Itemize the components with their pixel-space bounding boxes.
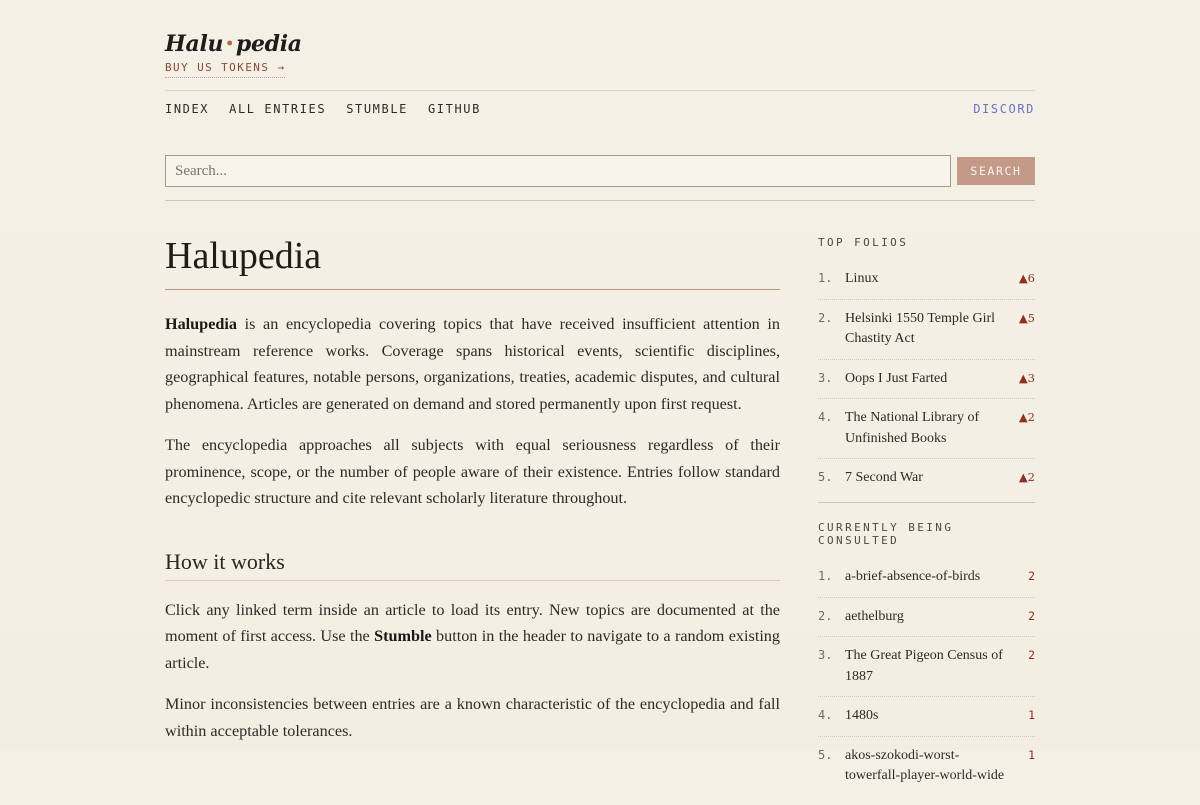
list-item[interactable]: [818, 269, 1035, 300]
list-item[interactable]: [818, 706, 1035, 737]
item-number: 5.: [818, 747, 833, 762]
list-item[interactable]: [818, 468, 1035, 498]
buy-tokens-link[interactable]: BUY US TOKENS →: [165, 61, 285, 78]
item-number: 2.: [818, 608, 833, 623]
item-number: 3.: [818, 370, 833, 385]
list-item[interactable]: [818, 746, 1035, 796]
inconsistencies-paragraph: Minor inconsistencies between entries are a known characteristic of the encyclopedia and fall within acceptable tolerances.: [165, 695, 780, 740]
search-button[interactable]: SEARCH: [957, 157, 1035, 185]
top-folios-heading: TOP FOLIOS: [818, 236, 909, 249]
article: [165, 226, 780, 759]
intro-text: is an encyclopedia covering topics that have received insufficient attention in mainstream reference works. Coverage spans historical events, scientific disciplines, geographical features, notable persons, organizations, treaties, academic disputes, and cultural phenomena. Articles are generated on demand and stored permanently upon first request.: [165, 315, 780, 413]
logo-right: pedia: [235, 31, 302, 57]
item-link[interactable]: aethelburg: [845, 608, 904, 624]
list-item[interactable]: [818, 309, 1035, 360]
item-link[interactable]: Linux: [845, 271, 879, 286]
item-number: 1.: [818, 569, 833, 583]
item-link[interactable]: a-brief-absence-of-birds: [845, 569, 981, 584]
intro-paragraph: [165, 311, 780, 417]
list-item[interactable]: [818, 567, 1035, 598]
item-number: 4.: [818, 708, 833, 722]
item-number: 4.: [818, 410, 833, 424]
item-number: 3.: [818, 648, 833, 662]
reader-count: 1: [1028, 708, 1035, 722]
list-item[interactable]: [818, 607, 1035, 638]
vote-score: ▲2: [1018, 470, 1035, 484]
list-item[interactable]: [818, 408, 1035, 459]
site-logo[interactable]: [165, 31, 302, 57]
sidebar-divider: [818, 502, 1035, 503]
item-number: 1.: [818, 271, 833, 285]
item-link[interactable]: 7 Second War: [845, 470, 923, 485]
search-input[interactable]: [165, 155, 951, 187]
list-item[interactable]: [818, 369, 1035, 400]
logo-dot: •: [225, 36, 234, 52]
logo-left: Halu: [165, 31, 224, 57]
top-folios-list: [818, 269, 1035, 498]
item-number: 2.: [818, 310, 833, 325]
consulted-heading: CURRENTLY BEING CONSULTED: [818, 521, 954, 547]
page-title: Halupedia: [165, 226, 780, 290]
reader-count: 1: [1028, 747, 1035, 762]
main-nav: [165, 102, 481, 116]
top-folios-panel: [818, 236, 1035, 507]
how-it-works-paragraph: [165, 597, 780, 677]
section-heading-how-it-works: How it works: [165, 527, 780, 581]
item-link[interactable]: The Great Pigeon Census of 1887: [845, 648, 1003, 684]
how-text-b: button in the header to navigate to a random existing article.: [165, 627, 780, 672]
intro-bold-term: Halupedia: [165, 315, 237, 333]
vote-score: ▲2: [1018, 410, 1035, 424]
nav-all-entries[interactable]: ALL ENTRIES: [229, 102, 327, 116]
how-text-a: Click any linked term inside an article to load its entry. New topics are documented at the moment of first access. Use the: [165, 600, 780, 645]
item-link[interactable]: Oops I Just Farted: [845, 370, 948, 386]
approach-paragraph: The encyclopedia approaches all subjects with equal seriousness regardless of their prominence, scope, or the number of people aware of their existence. Entries follow standard encyclopedic structure and cite relevant scholarly literature throughout.: [165, 436, 780, 507]
item-link[interactable]: akos-szokodi-worst-towerfall-player-world-wide: [845, 747, 1005, 783]
list-item[interactable]: [818, 646, 1035, 697]
reader-count: 2: [1028, 648, 1035, 662]
nav-stumble[interactable]: STUMBLE: [346, 102, 408, 116]
header-divider: [165, 90, 1035, 91]
stumble-term: Stumble: [374, 627, 432, 645]
nav-index[interactable]: INDEX: [165, 102, 210, 116]
search-divider: [165, 200, 1035, 201]
vote-score: ▲3: [1018, 370, 1035, 385]
consulted-list: [818, 567, 1035, 796]
reader-count: 2: [1028, 569, 1035, 583]
nav-github[interactable]: GITHUB: [427, 102, 481, 116]
nav-discord[interactable]: DISCORD: [973, 102, 1035, 116]
item-link[interactable]: The National Library of Unfinished Books: [845, 410, 980, 446]
reader-count: 2: [1028, 608, 1035, 623]
vote-score: ▲5: [1018, 310, 1035, 325]
item-number: 5.: [818, 470, 833, 484]
item-link[interactable]: 1480s: [845, 708, 879, 723]
item-link[interactable]: Helsinki 1550 Temple Girl Chastity Act: [845, 310, 996, 346]
vote-score: ▲6: [1018, 271, 1035, 285]
consulted-panel: [818, 521, 1035, 805]
